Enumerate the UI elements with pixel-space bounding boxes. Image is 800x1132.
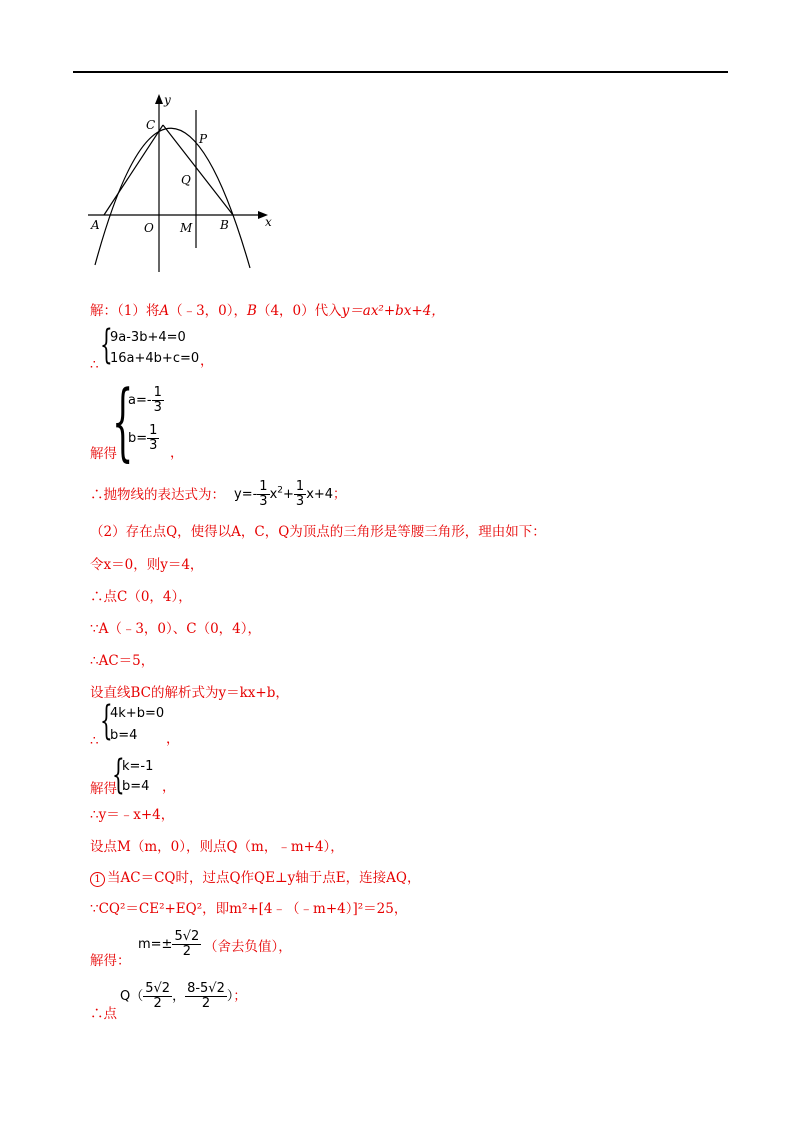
text: ， [166,731,180,747]
label-Q: Q [181,173,191,187]
text: 解：（1）将 [90,303,160,319]
m-solution [138,930,201,959]
parabola-expression-line [90,486,225,504]
line: 设直线BC的解析式为y＝kx+b， [90,685,289,701]
text: ， [172,989,186,1004]
numerator: 1 [295,479,305,494]
line-part2: （2）存在点Q，使得以A，C，Q为顶点的三角形是等腰三角形，理由如下： [90,524,546,540]
brace: { [100,698,113,744]
numerator: 1 [153,385,162,400]
header-rule [73,71,728,73]
equation-a [128,386,164,415]
fraction [257,480,269,509]
parabola-curve [95,128,250,268]
text: ， [278,939,292,955]
label-B: B [220,218,229,232]
brace: { [100,322,113,368]
text: ， [200,353,214,369]
therefore-symbol: ∴ [90,733,99,749]
label-P: P [199,132,208,146]
text: m=± [138,937,173,952]
text: ； [333,487,347,502]
label-x: x [265,215,272,229]
text: （﹣3，0）， [169,303,248,319]
brace: { [112,752,125,798]
denominator: 2 [201,996,211,1011]
text: ； [233,989,247,1004]
denominator: 3 [153,400,162,415]
line: 令x＝0，则y＝4， [90,557,204,573]
text: y＝ax²+bx+4， [341,303,445,319]
label-C: C [146,118,156,132]
numerator: 5√2 [174,929,200,944]
equation: k=-1 [122,759,154,774]
line: ∴y＝﹣x+4， [90,807,175,823]
equation-b [128,424,159,453]
text: ， [162,779,176,795]
numerator: 8-5√2 [187,981,225,996]
text: 解得 [90,446,117,462]
text: ， [170,445,184,461]
equation: 4k+b=0 [110,706,165,721]
y-axis-arrow [155,94,163,104]
fraction [147,424,159,453]
equation: 16a+4b+c=0 [110,351,200,366]
fraction [143,982,172,1011]
numerator: 1 [149,423,158,438]
segment-CB [163,125,233,215]
text: B [247,303,257,319]
denominator: 2 [153,996,162,1011]
text: x [269,487,278,502]
text: （4，0）代入 [256,303,342,319]
denominator: 3 [149,438,158,453]
segment-AC [104,125,163,215]
text: ） [226,989,234,1004]
text: b= [128,431,148,446]
denominator: 3 [295,494,305,509]
label-O: O [144,221,154,235]
therefore-symbol: ∴ [90,357,99,373]
circled-number: 1 [90,872,105,887]
text: 解得： [90,953,131,969]
line-case1 [90,869,420,887]
fraction [294,480,306,509]
text: + [283,487,294,502]
denominator: 3 [259,494,268,509]
parabola-figure [85,88,285,278]
line: 设点M（m，0），则点Q（m，﹣m+4）， [90,839,344,855]
fraction [152,386,164,415]
label-y: y [164,93,171,107]
label-A: A [91,218,100,232]
fraction [185,982,227,1011]
text: y=- [234,487,258,502]
text: ∴抛物线的表达式为： [90,487,225,503]
equation: b=4 [122,779,150,794]
label-M: M [180,221,193,235]
numerator: 1 [259,479,268,494]
line: ∵A（﹣3，0）、C（0，4）， [90,621,262,637]
parabola-expression: y=- $\frac{1}{3}$ $x^2+$ $\frac{1}{3}$ x+4； [234,479,347,509]
equation: 9a-3b+4=0 [110,330,186,345]
point-q-coords [120,982,246,1011]
text: 当AC＝CQ时，过点Q作QE⊥y轴于点E，连接AQ， [107,870,421,886]
fraction [172,930,201,959]
text: ∴点 [90,1006,117,1022]
text: （舍去负值） [204,939,279,955]
numerator: 5√2 [145,981,171,996]
line: ∴点C（0，4）， [90,589,192,605]
equation: b=4 [110,728,138,743]
m-note [204,938,292,956]
text: 解得 [90,781,117,797]
line: ∵CQ²＝CE²+EQ²，即m²+[4﹣（﹣m+4）]²＝25， [90,901,408,917]
brace: { [112,372,134,470]
line-1 [90,302,445,320]
text: Q（ [120,989,144,1004]
line: ∴AC＝5， [90,653,155,669]
denominator: 2 [182,944,191,959]
text: x+4 [306,487,334,502]
text: a=- [128,393,152,408]
text: A [159,303,170,319]
